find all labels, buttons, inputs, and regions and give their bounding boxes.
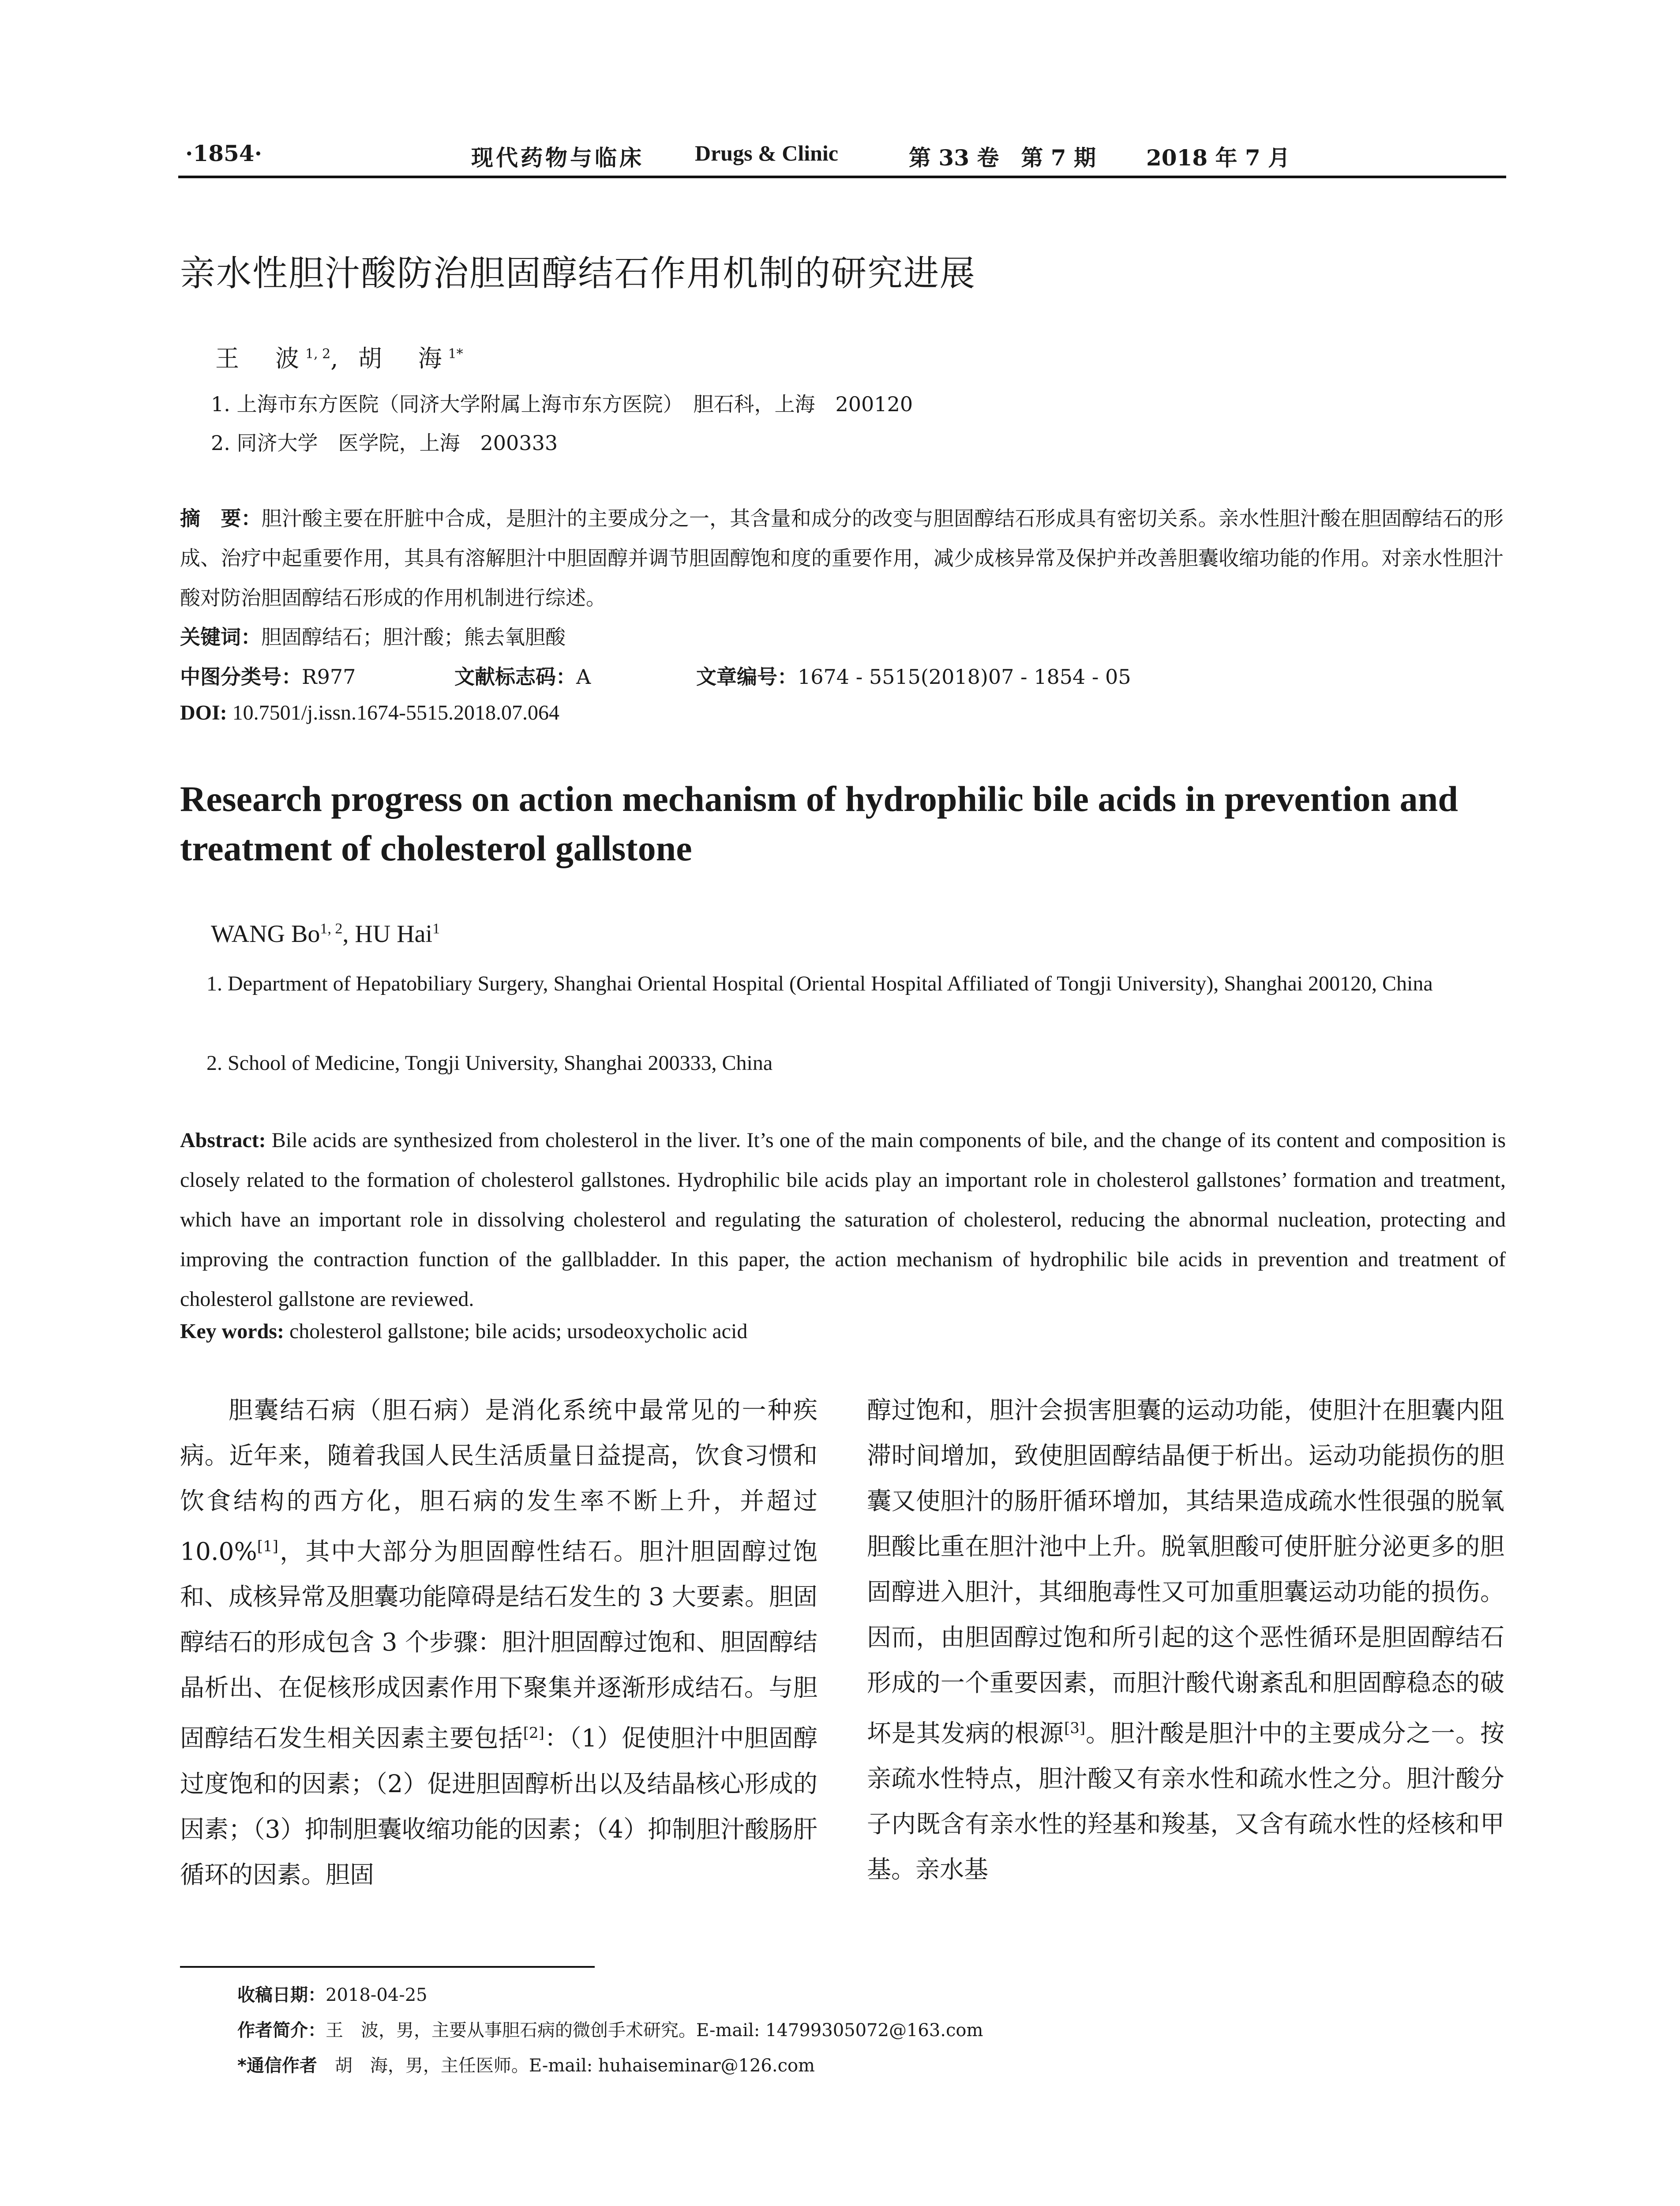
- citation-1[interactable]: [1]: [257, 1538, 278, 1555]
- doi-line: [180, 701, 559, 725]
- received-date: 2018-04-25: [326, 1985, 428, 2005]
- bio-text: 王 波，男，主要从事胆石病的微创手术研究。E-mail: 14799305072@163.com: [326, 2020, 983, 2041]
- keywords-en-label: Key words:: [180, 1320, 284, 1343]
- abstract-en-label: Abstract:: [180, 1129, 266, 1152]
- author-1-cn: 王 波: [215, 345, 305, 372]
- clc-value: R977: [302, 665, 356, 689]
- body-left-text-2: ，其中大部分为胆固醇性结石。胆汁胆固醇过饱和、成核异常及胆囊功能障碍是结石发生的 3 大要素。胆固醇结石的形成包含 3 个步骤：胆汁胆固醇过饱和、胆固醇结晶析出、在促核形成因素作用下聚集并逐渐形成结石。与胆固醇结石发生相关因素主要包括: [180, 1537, 818, 1752]
- abstract-cn-label: 摘 要：: [180, 506, 262, 530]
- clc-label: 中图分类号：: [180, 665, 302, 689]
- author-2-en-affil: 1: [432, 920, 440, 937]
- body-left-text-3: ：（1）促使胆汁中胆固醇过度饱和的因素；（2）促进胆固醇析出以及结晶核心形成的因素；（3）抑制胆囊收缩功能的因素；（4）抑制胆汁酸肠肝循环的因素。胆固: [180, 1724, 818, 1889]
- keywords-cn: [180, 621, 566, 650]
- author-1-cn-affil: 1, 2: [305, 346, 331, 362]
- footnote-author-bio: [237, 2016, 983, 2041]
- author-1-en-affil: 1, 2: [320, 920, 343, 937]
- corr-text: 胡 海，男，主任医师。E-mail: huhaiseminar@126.com: [334, 2056, 815, 2076]
- article-no-label: 文章编号：: [696, 665, 798, 689]
- affiliation-1-en: 1. Department of Hepatobiliary Surgery, Shanghai Oriental Hospital (Oriental Hospital Affiliated of Tongji University), Shanghai 200120, China: [206, 972, 1433, 995]
- affiliation-2-cn: 2. 同济大学 医学院，上海 200333: [211, 431, 558, 455]
- citation-3[interactable]: [3]: [1064, 1719, 1086, 1737]
- article-no-value: 1674 - 5515(2018)07 - 1854 - 05: [798, 665, 1131, 689]
- author-2-cn-affil: 1*: [448, 346, 463, 362]
- body-column-left: [180, 1388, 818, 1898]
- author-2-cn: 胡 海: [358, 345, 448, 372]
- bio-label: 作者简介：: [237, 2020, 326, 2041]
- footnote-received: [237, 1981, 428, 2006]
- article-number: [696, 661, 1131, 690]
- document-code: [454, 661, 591, 690]
- corr-label: *通信作者: [237, 2056, 335, 2076]
- footnote-rule: [180, 1966, 595, 1968]
- affiliation-1-cn: 1. 上海市东方医院（同济大学附属上海市东方医院） 胆石科，上海 200120: [211, 392, 913, 416]
- keywords-en: [180, 1319, 747, 1343]
- abstract-cn-text: 胆汁酸主要在肝脏中合成，是胆汁的主要成分之一，其含量和成分的改变与胆固醇结石形成具有密切关系。亲水性胆汁酸在胆固醇结石的形成、治疗中起重要作用，其具有溶解胆汁中胆固醇并调节胆固醇饱和度的重要作用，减少成核异常及保护并改善胆囊收缩功能的作用。对亲水性胆汁酸对防治胆固醇结石形成的作用机制进行综述。: [180, 506, 1504, 610]
- author-separator-en: ,: [342, 920, 355, 948]
- page-number: ·1854·: [185, 140, 262, 166]
- journal-date: 2018 年 7 月: [1146, 145, 1290, 171]
- keywords-en-text: cholesterol gallstone; bile acids; ursodeoxycholic acid: [284, 1320, 748, 1343]
- body-right-text-1: 醇过饱和，胆汁会损害胆囊的运动功能，使胆汁在胆囊内阻滞时间增加，致使胆固醇结晶便于析出。运动功能损伤的胆囊又使胆汁的肠肝循环增加，其结果造成疏水性很强的脱氧胆酸比重在胆汁池中上升。脱氧胆酸可使肝脏分泌更多的胆固醇进入胆汁，其细胞毒性又可加重胆囊运动功能的损伤。因而，由胆固醇过饱和所引起的这个恶性循环是胆固醇结石形成的一个重要因素，而胆汁酸代谢紊乱和胆固醇稳态的破坏是其发病的根源: [867, 1396, 1504, 1748]
- journal-name-cn: 现代药物与临床: [471, 145, 644, 171]
- author-2-en: HU Hai: [355, 920, 433, 948]
- abstract-cn: [180, 499, 1504, 618]
- classification-line: [180, 661, 356, 690]
- abstract-en: [180, 1121, 1506, 1319]
- citation-2[interactable]: [2]: [523, 1724, 544, 1742]
- header-rule: [178, 176, 1506, 178]
- abstract-en-text: Bile acids are synthesized from cholesterol in the liver. It’s one of the main components of bile, and the change of its content and composition is closely related to the formation of cholesterol gallstones. Hydrophilic bile acids play an important role in cholesterol gallstones’ formation and treatment, which have an important role in dissolving cholesterol and regulating the saturation of cholesterol, reducing the abnormal nucleation, protecting and improving the contraction function of the gallbladder. In this paper, the action mechanism of hydrophilic bile acids in prevention and treatment of cholesterol gallstone are reviewed.: [180, 1129, 1506, 1311]
- author-separator-cn: ,: [330, 345, 345, 372]
- body-column-right: [867, 1388, 1504, 1892]
- doccode-value: A: [576, 665, 591, 689]
- article-title-cn: 亲水性胆汁酸防治胆固醇结石作用机制的研究进展: [180, 253, 976, 294]
- doi-label: DOI:: [180, 701, 227, 724]
- author-1-en: WANG Bo: [211, 920, 320, 948]
- footnote-corresponding: [237, 2052, 815, 2077]
- article-title-en: Research progress on action mechanism of hydrophilic bile acids in prevention and treatment of cholesterol gallstone: [180, 779, 1458, 868]
- keywords-cn-label: 关键词：: [180, 625, 261, 649]
- doccode-label: 文献标志码：: [454, 665, 576, 689]
- body-left-text-1: 胆囊结石病（胆石病）是消化系统中最常见的一种疾病。近年来，随着我国人民生活质量日益提高，饮食习惯和饮食结构的西方化，胆石病的发生率不断上升，并超过 10.0%: [180, 1396, 818, 1566]
- doi-value: 10.7501/j.issn.1674-5515.2018.07.064: [227, 701, 560, 724]
- keywords-cn-text: 胆固醇结石；胆汁酸；熊去氧胆酸: [261, 625, 566, 649]
- affiliation-2-en: 2. School of Medicine, Tongji University, Shanghai 200333, China: [206, 1051, 773, 1075]
- received-label: 收稿日期：: [237, 1985, 326, 2005]
- authors-en: [211, 920, 440, 948]
- journal-issue: 第 33 卷 第 7 期: [909, 145, 1096, 171]
- journal-name-en: Drugs & Clinic: [695, 141, 838, 165]
- body-right-text-2: 。胆汁酸是胆汁中的主要成分之一。按亲疏水性特点，胆汁酸又有亲水性和疏水性之分。胆汁酸分子内既含有亲水性的羟基和羧基，又含有疏水性的烃核和甲基。亲水基: [867, 1719, 1504, 1884]
- authors-cn: [215, 340, 463, 374]
